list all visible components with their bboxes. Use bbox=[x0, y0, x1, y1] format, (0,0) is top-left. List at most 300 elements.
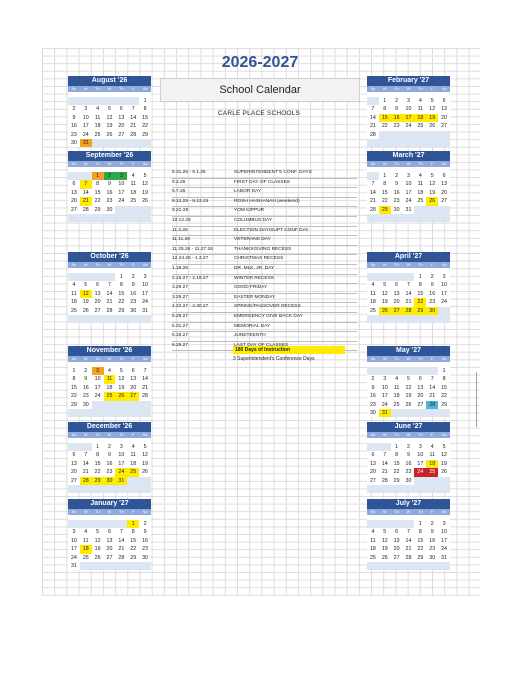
weekday-label: Sa bbox=[441, 161, 447, 166]
weekday-label: Su bbox=[71, 432, 77, 437]
weekday-label: F bbox=[131, 262, 135, 267]
day-cell: 11 bbox=[83, 537, 89, 544]
day-cell: 16 bbox=[142, 537, 149, 544]
empty-cell bbox=[68, 315, 80, 323]
empty-cell bbox=[367, 485, 379, 493]
day-cell: 23 bbox=[82, 393, 89, 400]
day-cell: 24 bbox=[414, 468, 426, 476]
empty-cell bbox=[426, 214, 438, 222]
empty-cell bbox=[379, 367, 391, 375]
day-cell: 21 bbox=[82, 469, 89, 476]
day-cell: 12 bbox=[381, 537, 388, 544]
day-cell: 3 bbox=[119, 444, 123, 450]
weekday-label: Su bbox=[370, 161, 376, 166]
day-cell: 23 bbox=[393, 123, 400, 130]
day-cell: 11 bbox=[370, 537, 376, 544]
empty-cell bbox=[403, 520, 415, 528]
day-cell: 20 bbox=[106, 546, 113, 553]
event-name: GOOD FRIDAY bbox=[234, 285, 268, 291]
weekday-label: Su bbox=[71, 509, 77, 514]
empty-cell bbox=[92, 562, 104, 570]
day-cell: 11 bbox=[417, 181, 424, 188]
day-cell: 27 bbox=[106, 554, 113, 561]
day-cell: 27 bbox=[393, 554, 400, 561]
day-cell: 13 bbox=[393, 537, 400, 544]
event-name: EMERGENCY GIVE BACK DAY bbox=[234, 313, 303, 319]
day-cell: 12 bbox=[405, 384, 412, 391]
day-cell: 7 bbox=[80, 180, 92, 188]
day-cell: 18 bbox=[130, 189, 137, 196]
day-cell: 16 bbox=[405, 460, 412, 467]
day-cell: 17 bbox=[405, 189, 412, 196]
empty-cell bbox=[139, 477, 151, 485]
day-cell: 30 bbox=[82, 401, 89, 408]
day-cell: 1 bbox=[72, 368, 76, 374]
day-cell: 10 bbox=[82, 114, 89, 121]
day-cell: 2 bbox=[430, 274, 434, 280]
day-cell: 27 bbox=[70, 477, 77, 484]
weekday-label: W bbox=[107, 262, 112, 267]
event-name: EASTER MONDAY bbox=[234, 294, 276, 300]
empty-cell bbox=[379, 485, 391, 493]
day-cell: 8 bbox=[143, 106, 147, 113]
month-calendar-aug bbox=[68, 76, 151, 147]
calendar-subtitle: School Calendar bbox=[160, 78, 360, 102]
month-calendar-mar bbox=[367, 151, 450, 222]
empty-cell bbox=[80, 214, 92, 222]
day-cell: 11 bbox=[130, 452, 136, 459]
day-cell: 21 bbox=[130, 123, 137, 130]
day-cell: 29 bbox=[94, 206, 101, 213]
empty-cell bbox=[403, 562, 415, 570]
day-cell: 20 bbox=[369, 469, 376, 476]
day-cell: 19 bbox=[94, 546, 101, 553]
event-date: 1.18.26 bbox=[172, 265, 189, 271]
day-cell: 24 bbox=[142, 299, 149, 306]
empty-cell bbox=[367, 367, 379, 375]
empty-cell bbox=[139, 401, 151, 409]
day-cell: 17 bbox=[118, 189, 125, 196]
day-cell: 15 bbox=[381, 189, 388, 196]
day-cell: 27 bbox=[118, 131, 125, 138]
day-cell: 9 bbox=[371, 384, 375, 391]
empty-cell bbox=[115, 315, 127, 323]
weekday-label: M bbox=[84, 86, 88, 91]
day-cell: 13 bbox=[130, 376, 137, 383]
day-grid bbox=[367, 520, 450, 570]
empty-cell bbox=[414, 409, 426, 417]
day-cell: 22 bbox=[130, 546, 137, 553]
empty-cell bbox=[139, 206, 151, 214]
event-name: COLUMBUS DAY bbox=[234, 217, 273, 223]
weekday-label: W bbox=[406, 86, 411, 91]
day-cell: 23 bbox=[70, 131, 77, 138]
empty-cell bbox=[80, 273, 92, 281]
empty-cell bbox=[391, 367, 403, 375]
event-row bbox=[172, 313, 357, 323]
event-row bbox=[172, 246, 357, 256]
day-cell: 20 bbox=[417, 393, 424, 400]
day-cell: 8 bbox=[418, 529, 422, 536]
day-cell: 4 bbox=[84, 529, 88, 536]
day-cell: 27 bbox=[127, 392, 139, 400]
day-cell: 12 bbox=[441, 452, 448, 459]
empty-cell bbox=[367, 315, 379, 323]
empty-cell bbox=[80, 409, 92, 417]
day-cell: 22 bbox=[381, 123, 388, 130]
month-header: March '27 bbox=[367, 151, 450, 161]
day-cell: 7 bbox=[119, 529, 123, 536]
empty-cell bbox=[139, 139, 151, 147]
day-cell: 4 bbox=[371, 282, 375, 289]
day-cell: 3 bbox=[115, 172, 127, 180]
day-cell: 26 bbox=[379, 307, 391, 315]
day-cell: 2 bbox=[104, 172, 116, 180]
empty-cell bbox=[104, 139, 116, 147]
empty-cell bbox=[115, 485, 127, 493]
empty-cell bbox=[414, 485, 426, 493]
day-cell: 31 bbox=[405, 206, 412, 213]
empty-cell bbox=[80, 443, 92, 451]
day-cell: 1 bbox=[119, 274, 123, 280]
day-cell: 26 bbox=[106, 131, 113, 138]
day-cell: 23 bbox=[405, 469, 412, 476]
day-cell: 2 bbox=[371, 376, 375, 383]
day-cell: 10 bbox=[417, 452, 424, 459]
weekday-label: Tu bbox=[95, 509, 100, 514]
event-name: ROSH HASHANAH (weekend) bbox=[234, 198, 300, 204]
day-cell: 12 bbox=[118, 376, 125, 383]
weekday-label: Sa bbox=[142, 432, 148, 437]
day-cell: 15 bbox=[130, 537, 137, 544]
day-cell: 3 bbox=[72, 529, 76, 536]
day-cell: 4 bbox=[108, 368, 111, 374]
weekday-label: Su bbox=[370, 356, 376, 361]
weekday-label: Tu bbox=[95, 356, 100, 361]
empty-cell bbox=[104, 562, 116, 570]
weekday-label: M bbox=[383, 161, 387, 166]
day-cell: 29 bbox=[92, 477, 104, 485]
weekday-label: Tu bbox=[95, 161, 100, 166]
day-cell: 13 bbox=[70, 460, 77, 467]
month-calendar-feb bbox=[367, 76, 450, 147]
weekday-label: Tu bbox=[394, 356, 399, 361]
weekday-label: F bbox=[430, 356, 434, 361]
day-cell: 20 bbox=[441, 114, 448, 121]
day-cell: 4 bbox=[96, 106, 100, 113]
day-cell: 22 bbox=[94, 469, 101, 476]
event-row bbox=[172, 294, 357, 304]
empty-cell bbox=[391, 562, 403, 570]
day-cell: 5 bbox=[108, 106, 111, 113]
day-cell: 8 bbox=[96, 181, 100, 188]
day-cell: 2 bbox=[407, 444, 410, 450]
empty-cell bbox=[391, 315, 403, 323]
weekday-label: Tu bbox=[394, 432, 399, 437]
weekday-header bbox=[367, 509, 450, 515]
event-row bbox=[172, 169, 357, 179]
empty-cell bbox=[68, 273, 80, 281]
day-cell: 19 bbox=[142, 189, 149, 196]
empty-cell bbox=[104, 401, 116, 409]
day-cell: 23 bbox=[142, 546, 149, 553]
weekday-label: Su bbox=[71, 86, 77, 91]
weekday-label: Sa bbox=[441, 262, 447, 267]
empty-cell bbox=[115, 401, 127, 409]
day-grid bbox=[68, 443, 151, 493]
month-calendar-jun bbox=[367, 422, 450, 493]
day-cell: 10 bbox=[405, 181, 412, 188]
weekday-label: F bbox=[430, 161, 434, 166]
day-cell: 3 bbox=[442, 521, 446, 527]
event-date: 12.24.26 - 1.3.27 bbox=[172, 256, 209, 262]
weekday-label: Th bbox=[418, 356, 423, 361]
weekday-label: Sa bbox=[142, 262, 148, 267]
empty-cell bbox=[414, 131, 426, 139]
empty-cell bbox=[92, 315, 104, 323]
day-cell: 29 bbox=[417, 554, 424, 561]
event-date: 5.28.27 bbox=[172, 313, 189, 319]
empty-cell bbox=[92, 401, 104, 409]
weekday-label: F bbox=[430, 509, 434, 514]
day-cell: 9 bbox=[143, 529, 147, 536]
month-header: September '26 bbox=[68, 151, 151, 161]
day-cell: 21 bbox=[80, 197, 92, 205]
empty-cell bbox=[115, 206, 127, 214]
day-cell: 19 bbox=[426, 114, 438, 122]
day-cell: 1 bbox=[418, 521, 422, 527]
empty-cell bbox=[426, 409, 438, 417]
empty-cell bbox=[414, 477, 426, 485]
event-name: ELECTION DAY/SUPT CONF DAY bbox=[234, 227, 309, 233]
empty-cell bbox=[80, 97, 92, 105]
empty-cell bbox=[391, 139, 403, 147]
weekday-header bbox=[367, 432, 450, 438]
empty-cell bbox=[115, 409, 127, 417]
event-row bbox=[172, 275, 357, 285]
day-grid bbox=[68, 172, 151, 222]
weekday-header bbox=[68, 86, 151, 92]
weekday-label: F bbox=[430, 86, 434, 91]
month-calendar-dec bbox=[68, 422, 151, 493]
day-cell: 28 bbox=[82, 206, 89, 213]
weekday-label: W bbox=[107, 86, 112, 91]
weekday-label: F bbox=[131, 432, 135, 437]
day-grid bbox=[367, 367, 450, 417]
weekday-label: Sa bbox=[441, 432, 447, 437]
day-cell: 30 bbox=[70, 139, 77, 146]
day-cell: 17 bbox=[381, 393, 388, 400]
month-header: February '27 bbox=[367, 76, 450, 86]
weekday-label: Su bbox=[71, 356, 77, 361]
empty-cell bbox=[127, 139, 139, 147]
empty-cell bbox=[426, 477, 438, 485]
empty-cell bbox=[80, 485, 92, 493]
event-date: 4.22.27 - 4.30.27 bbox=[172, 304, 209, 310]
day-cell: 6 bbox=[108, 529, 111, 536]
empty-cell bbox=[426, 315, 438, 323]
day-cell: 13 bbox=[369, 460, 376, 467]
day-cell: 15 bbox=[393, 460, 400, 467]
day-cell: 28 bbox=[426, 401, 438, 409]
weekday-header bbox=[367, 86, 450, 92]
month-header: November '26 bbox=[68, 346, 151, 356]
day-cell: 11 bbox=[417, 106, 424, 113]
weekday-label: M bbox=[383, 262, 387, 267]
weekday-label: Sa bbox=[441, 86, 447, 91]
day-cell: 16 bbox=[429, 537, 436, 544]
day-cell: 29 bbox=[441, 401, 448, 408]
day-cell: 5 bbox=[442, 444, 446, 450]
day-cell: 24 bbox=[118, 198, 125, 205]
event-date: 8.31.26 - 9.1.26 bbox=[172, 170, 206, 175]
weekday-header bbox=[68, 509, 151, 515]
day-cell: 27 bbox=[70, 206, 77, 213]
day-cell: 3 bbox=[407, 98, 410, 104]
day-cell: 6 bbox=[72, 181, 76, 188]
month-header: April '27 bbox=[367, 252, 450, 262]
weekday-label: Th bbox=[119, 509, 124, 514]
event-date: 6.25.27 bbox=[172, 342, 189, 348]
day-cell: 6 bbox=[395, 529, 399, 536]
weekday-label: Tu bbox=[394, 509, 399, 514]
day-cell: 27 bbox=[369, 477, 376, 484]
event-date: 9.2.26 bbox=[172, 179, 186, 185]
weekday-label: Th bbox=[418, 432, 423, 437]
empty-cell bbox=[403, 214, 415, 222]
event-name: YOM KIPPUR bbox=[234, 208, 265, 214]
empty-cell bbox=[80, 520, 92, 528]
empty-cell bbox=[127, 206, 139, 214]
event-row bbox=[172, 303, 357, 313]
day-cell: 8 bbox=[395, 452, 399, 459]
empty-cell bbox=[115, 214, 127, 222]
month-header: October '26 bbox=[68, 252, 151, 262]
empty-cell bbox=[92, 139, 104, 147]
empty-cell bbox=[367, 214, 379, 222]
day-cell: 26 bbox=[381, 554, 388, 561]
empty-cell bbox=[438, 131, 450, 139]
day-cell: 21 bbox=[106, 299, 113, 306]
day-cell: 10 bbox=[118, 452, 125, 459]
instruction-days-legend: 180 Days of Instruction bbox=[233, 346, 345, 354]
day-cell: 29 bbox=[142, 131, 149, 138]
day-cell: 5 bbox=[430, 173, 434, 179]
empty-cell bbox=[379, 443, 391, 451]
day-cell: 10 bbox=[70, 537, 77, 544]
empty-cell bbox=[139, 315, 151, 323]
day-cell: 8 bbox=[383, 181, 387, 188]
weekday-header bbox=[68, 161, 151, 167]
day-cell: 20 bbox=[70, 198, 77, 205]
day-cell: 4 bbox=[131, 444, 135, 450]
event-date: 10.12.26 bbox=[172, 217, 191, 223]
day-cell: 9 bbox=[84, 376, 88, 383]
day-cell: 30 bbox=[393, 206, 400, 213]
day-cell: 5 bbox=[407, 376, 410, 383]
day-grid bbox=[367, 443, 450, 493]
event-date: 11.25.26 - 11.27.26 bbox=[172, 246, 213, 252]
empty-cell bbox=[438, 315, 450, 323]
day-grid bbox=[68, 273, 151, 323]
event-row bbox=[172, 255, 357, 265]
empty-cell bbox=[379, 562, 391, 570]
day-cell: 12 bbox=[381, 290, 388, 297]
day-cell: 8 bbox=[119, 282, 123, 289]
month-header: May '27 bbox=[367, 346, 450, 356]
day-cell: 15 bbox=[70, 384, 77, 391]
weekday-label: F bbox=[430, 262, 434, 267]
event-row bbox=[172, 217, 357, 227]
day-cell: 5 bbox=[143, 444, 147, 450]
day-cell: 8 bbox=[442, 376, 446, 383]
month-calendar-jan bbox=[68, 499, 151, 570]
day-cell: 9 bbox=[395, 181, 399, 188]
day-cell: 21 bbox=[369, 198, 376, 205]
day-cell: 31 bbox=[441, 554, 448, 561]
month-calendar-nov bbox=[68, 346, 151, 417]
day-cell: 19 bbox=[142, 460, 149, 467]
day-cell: 25 bbox=[417, 123, 424, 130]
day-cell: 14 bbox=[369, 114, 376, 121]
empty-cell bbox=[403, 315, 415, 323]
day-cell: 23 bbox=[106, 198, 113, 205]
empty-cell bbox=[391, 520, 403, 528]
event-row bbox=[172, 198, 357, 208]
day-cell: 7 bbox=[383, 452, 387, 459]
day-cell: 31 bbox=[80, 139, 92, 147]
empty-cell bbox=[403, 367, 415, 375]
day-cell: 17 bbox=[441, 290, 448, 297]
empty-cell bbox=[426, 367, 438, 375]
day-cell: 1 bbox=[395, 444, 399, 450]
day-cell: 1 bbox=[442, 368, 446, 374]
day-grid bbox=[68, 520, 151, 570]
day-cell: 26 bbox=[142, 198, 149, 205]
day-cell: 20 bbox=[118, 123, 125, 130]
empty-cell bbox=[438, 139, 450, 147]
event-row bbox=[172, 265, 357, 275]
day-cell: 3 bbox=[418, 444, 422, 450]
month-header: January '27 bbox=[68, 499, 151, 509]
day-cell: 20 bbox=[94, 299, 101, 306]
day-cell: 8 bbox=[72, 376, 76, 383]
day-cell: 16 bbox=[106, 189, 113, 196]
day-cell: 2 bbox=[84, 368, 88, 374]
month-calendar-apr bbox=[367, 252, 450, 323]
day-cell: 21 bbox=[142, 384, 149, 391]
empty-cell bbox=[92, 485, 104, 493]
empty-cell bbox=[426, 206, 438, 214]
empty-cell bbox=[438, 214, 450, 222]
weekday-label: M bbox=[84, 161, 88, 166]
day-cell: 20 bbox=[130, 384, 137, 391]
day-cell: 25 bbox=[82, 554, 89, 561]
day-cell: 16 bbox=[393, 189, 400, 196]
day-cell: 12 bbox=[80, 290, 92, 298]
day-cell: 31 bbox=[115, 477, 127, 485]
weekday-label: Su bbox=[370, 262, 376, 267]
day-cell: 18 bbox=[369, 299, 376, 306]
day-cell: 2 bbox=[72, 106, 76, 113]
empty-cell bbox=[115, 520, 127, 528]
day-cell: 13 bbox=[441, 181, 448, 188]
day-cell: 3 bbox=[407, 173, 410, 179]
day-cell: 19 bbox=[429, 189, 436, 196]
day-cell: 14 bbox=[82, 460, 89, 467]
event-date: 3.29.27 bbox=[172, 294, 189, 300]
day-cell: 2 bbox=[395, 173, 399, 179]
